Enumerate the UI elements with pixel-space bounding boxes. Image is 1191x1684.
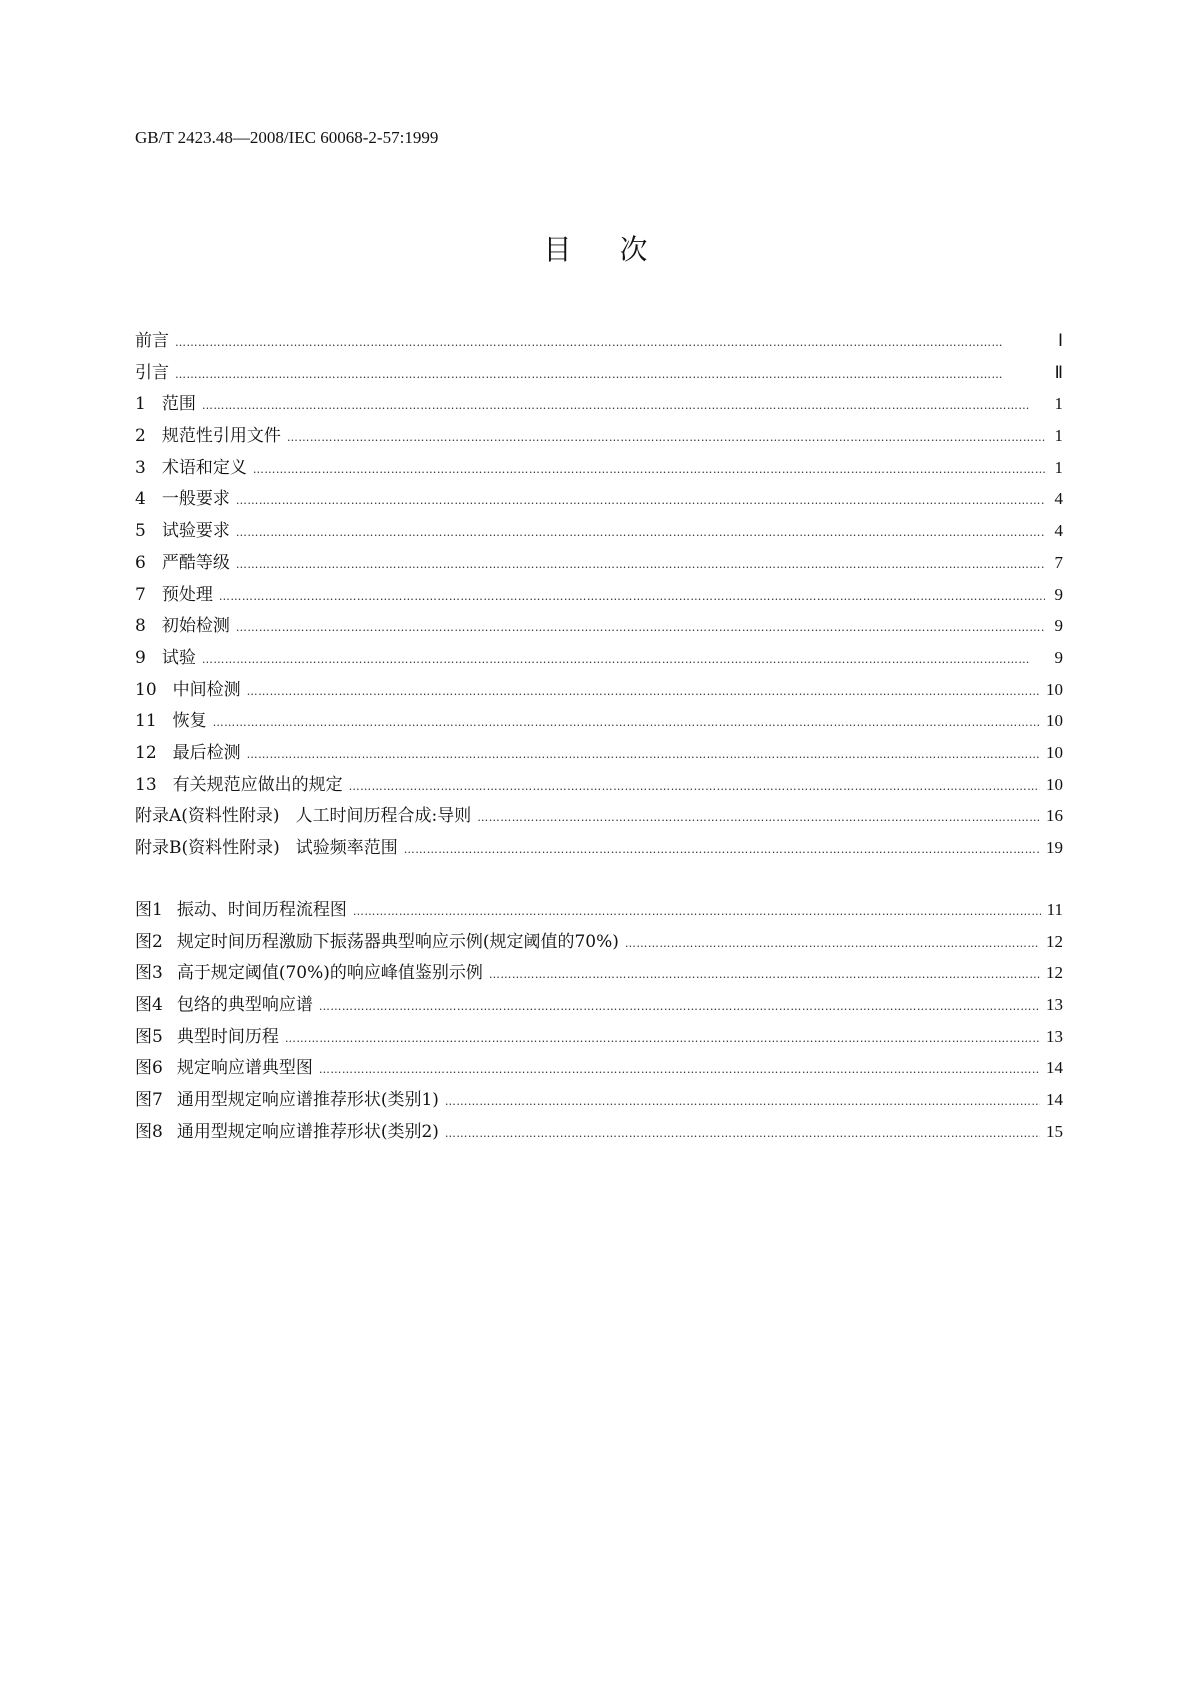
dot-leader [175,336,1045,349]
figure-entry-title: 典型时间历程 [176,1026,279,1047]
figure-entry[interactable] [135,990,1063,1022]
toc-entry-page-number: 10 [1046,679,1063,699]
toc-entry-number: 9 [135,647,146,668]
dot-leader [175,368,1045,381]
figure-entry-number: 图1 [135,900,163,920]
figure-entry-number: 图3 [135,963,163,984]
dot-leader [247,748,1040,761]
toc-entry-title: 前言 [135,331,169,351]
toc-entry[interactable] [135,358,1063,390]
toc-entry-page-number: 10 [1046,742,1063,762]
toc-entry-title: 最后检测 [172,742,241,763]
toc-entry-number: 2 [135,426,146,447]
dot-leader [202,399,1045,412]
toc-entry-number: 4 [135,489,146,510]
figure-entry-page-number: 13 [1046,995,1063,1015]
toc-entry-page-number: 4 [1054,489,1063,509]
toc-entry-title: 术语和定义 [161,457,247,478]
figure-entry[interactable] [135,958,1063,990]
toc-entry-title: 试验频率范围 [295,838,398,858]
toc-entry[interactable] [135,389,1063,421]
figure-entry-page-number: 13 [1046,1026,1063,1046]
toc-entry-title: 范围 [161,394,196,415]
toc-entry-number: 附录B(资料性附录) [135,838,280,858]
toc-entry-title: 一般要求 [161,489,230,510]
toc-entry-title: 初始检测 [161,616,230,637]
toc-entry-page-number: 1 [1054,457,1063,477]
figure-entry-page-number: 12 [1046,963,1063,983]
toc-entry-title: 规范性引用文件 [161,426,281,447]
dot-leader [253,463,1045,476]
figure-entry-number: 图8 [135,1121,163,1142]
figure-list [135,895,1063,1149]
figure-entry-title: 规定时间历程激励下振荡器典型响应示例(规定阈值的70%) [176,931,619,952]
dot-leader [202,653,1045,666]
dot-leader [445,1095,1040,1108]
toc-entry[interactable] [135,801,1063,833]
figure-entry-number: 图6 [135,1058,163,1079]
dot-leader [247,685,1040,698]
toc-entry[interactable] [135,833,1063,865]
toc-entry-title: 有关规范应做出的规定 [172,774,343,795]
toc-entry-number: 附录A(资料性附录) [135,806,280,827]
table-of-contents [135,326,1063,865]
toc-entry-number: 1 [135,394,146,415]
toc-entry-number: 7 [135,584,146,605]
toc-entry-page-number: Ⅰ [1057,331,1063,350]
figure-entry-title: 通用型规定响应谱推荐形状(类别1) [176,1090,439,1111]
toc-entry-page-number: 10 [1046,774,1063,794]
dot-leader [236,621,1045,634]
dot-leader [319,1063,1040,1076]
dot-leader [404,843,1040,856]
figure-entry[interactable] [135,1117,1063,1149]
toc-entry-page-number: 9 [1054,584,1063,604]
toc-entry-page-number: 9 [1054,616,1063,636]
toc-entry-number: 8 [135,616,146,637]
figure-entry[interactable] [135,1053,1063,1085]
figure-entry-title: 振动、时间历程流程图 [176,900,347,920]
toc-entry-page-number: Ⅱ [1054,362,1063,382]
toc-entry-number: 10 [135,679,157,700]
toc-entry[interactable] [135,611,1063,643]
dot-leader [477,811,1040,824]
toc-entry-page-number: 1 [1054,426,1063,446]
dot-leader [287,431,1045,444]
dot-leader [285,1032,1040,1045]
figure-entry-page-number: 15 [1046,1121,1063,1141]
toc-entry-number: 5 [135,521,146,542]
toc-entry[interactable] [135,548,1063,580]
toc-entry-number: 6 [135,552,146,573]
toc-entry-title: 引言 [135,362,169,383]
dot-leader [213,716,1040,729]
figure-entry-page-number: 14 [1046,1058,1063,1078]
toc-entry-title: 严酷等级 [161,552,230,573]
toc-entry-number: 11 [135,711,157,732]
figure-entry-number: 图7 [135,1090,163,1111]
figure-entry-number: 图2 [135,931,163,952]
toc-entry-page-number: 10 [1046,711,1063,731]
figure-entry-title: 规定响应谱典型图 [176,1058,313,1079]
dot-leader [219,590,1045,603]
figure-entry[interactable] [135,927,1063,959]
figure-entry-title: 包络的典型响应谱 [176,995,313,1016]
figure-entry-number: 图4 [135,995,163,1016]
figure-entry-page-number: 12 [1046,931,1063,951]
figure-entry-number: 图5 [135,1026,163,1047]
figure-entry-page-number: 11 [1046,900,1063,919]
toc-entry-page-number: 1 [1054,394,1063,414]
toc-entry-number: 3 [135,457,146,478]
dot-leader [445,1127,1040,1140]
toc-entry[interactable] [135,516,1063,548]
toc-entry[interactable] [135,738,1063,770]
toc-entry-number: 13 [135,774,157,795]
toc-entry-number: 12 [135,742,157,763]
dot-leader [489,968,1040,981]
figure-entry-title: 通用型规定响应谱推荐形状(类别2) [176,1121,439,1142]
toc-entry-title: 试验要求 [161,521,230,542]
toc-entry-page-number: 4 [1054,521,1063,541]
dot-leader [236,494,1045,507]
toc-entry-page-number: 16 [1046,806,1063,826]
dot-leader [353,905,1041,918]
toc-entry[interactable] [135,675,1063,707]
toc-entry[interactable] [135,421,1063,453]
toc-entry-title: 预处理 [161,584,213,605]
toc-entry[interactable] [135,484,1063,516]
toc-entry-page-number: 9 [1054,647,1063,667]
figure-entry[interactable] [135,1085,1063,1117]
dot-leader [625,937,1040,950]
toc-entry-page-number: 7 [1054,552,1063,572]
toc-entry-page-number: 19 [1046,838,1063,857]
toc-entry-title: 恢复 [172,711,207,732]
figure-entry[interactable] [135,1022,1063,1054]
toc-entry[interactable] [135,453,1063,485]
toc-entry[interactable] [135,770,1063,802]
toc-entry[interactable] [135,643,1063,675]
dot-leader [236,558,1045,571]
page-title: 目次 [543,233,696,266]
toc-entry[interactable] [135,580,1063,612]
toc-entry[interactable] [135,706,1063,738]
dot-leader [236,526,1045,539]
document-header: GB/T 2423.48—2008/IEC 60068-2-57:1999 [135,128,439,147]
toc-entry-title: 中间检测 [172,679,241,700]
dot-leader [349,780,1040,793]
figure-entry-title: 高于规定阈值(70%)的响应峰值鉴别示例 [176,963,483,984]
toc-entry[interactable] [135,326,1063,358]
toc-entry-title: 人工时间历程合成:导则 [295,806,472,827]
toc-entry-title: 试验 [161,647,196,668]
figure-entry-page-number: 14 [1046,1090,1063,1110]
dot-leader [319,1000,1040,1013]
figure-entry[interactable] [135,895,1063,927]
